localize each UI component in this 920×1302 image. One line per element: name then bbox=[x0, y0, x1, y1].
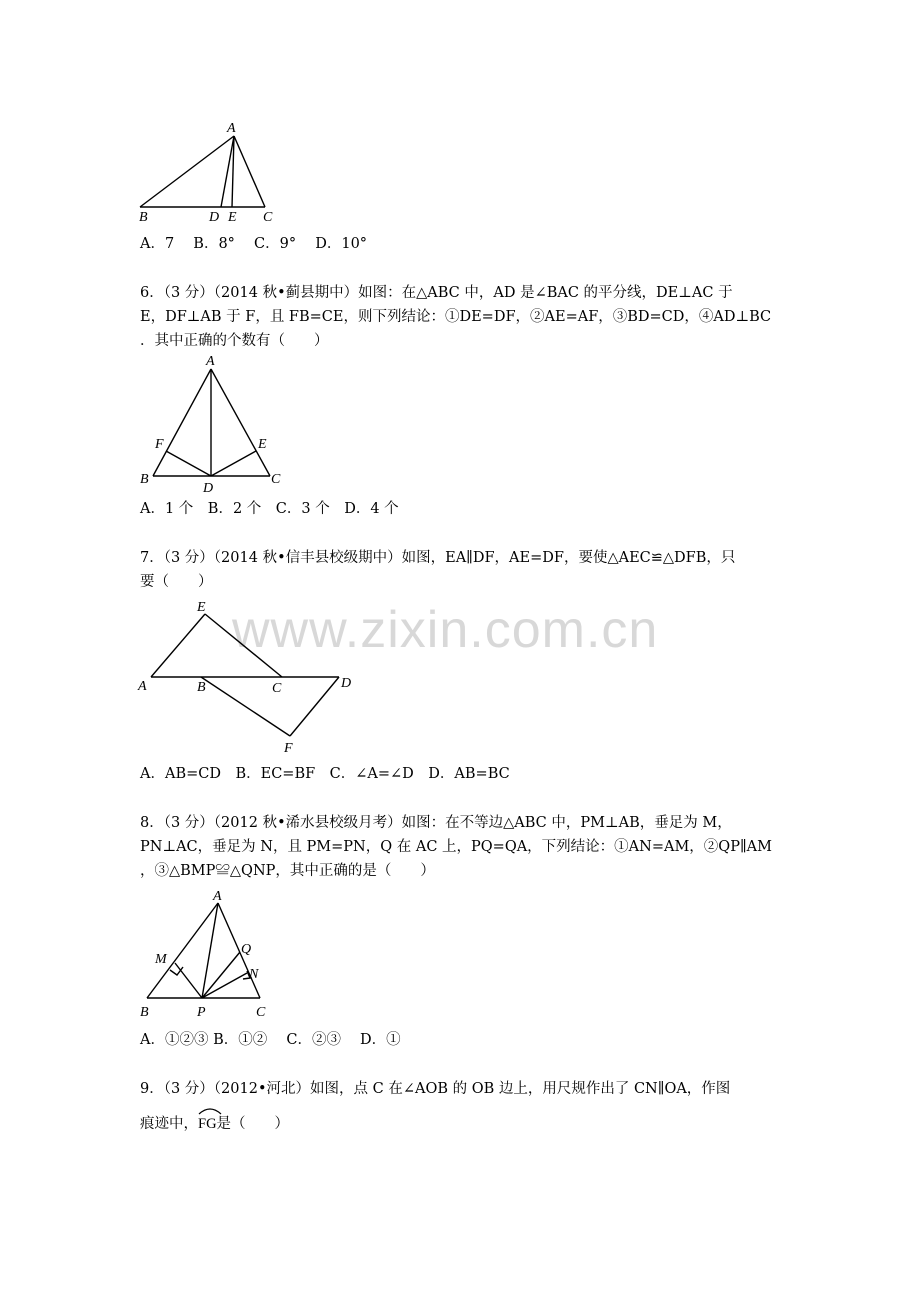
q5-label-B: B bbox=[139, 210, 148, 225]
q7-label-B: B bbox=[197, 680, 206, 695]
q5-triangle-figure bbox=[135, 118, 285, 226]
q6-label-D: D bbox=[203, 481, 214, 496]
q7-label-F: F bbox=[284, 741, 293, 756]
q7-text-line1: 7．（3 分）（2014 秋•信丰县校级期中）如图，EA∥DF，AE=DF，要使△AEC≌△DFB，只 bbox=[140, 550, 736, 566]
q8-label-N: N bbox=[249, 967, 259, 982]
q7-options: A．AB=CD B．EC=BF C．∠A=∠D D．AB=BC bbox=[140, 766, 510, 782]
q6-label-C: C bbox=[271, 472, 281, 487]
q7-label-D: D bbox=[341, 676, 352, 691]
q8-label-A: A bbox=[213, 889, 222, 904]
q8-label-C: C bbox=[256, 1005, 266, 1020]
q8-triangle-figure bbox=[135, 885, 285, 1023]
q5-label-A: A bbox=[227, 121, 236, 136]
q8-label-B: B bbox=[140, 1005, 149, 1020]
q9-arc-fg bbox=[198, 1112, 217, 1136]
q5-label-E: E bbox=[228, 210, 237, 225]
q5-label-D: D bbox=[209, 210, 220, 225]
q7-label-C: C bbox=[272, 681, 282, 696]
q8-text-line1: 8．（3 分）（2012 秋•浠水县校级月考）如图：在不等边△ABC 中，PM⊥AB，垂足为 M， bbox=[140, 815, 732, 831]
q8-label-M: M bbox=[155, 952, 167, 967]
q8-label-Q: Q bbox=[241, 942, 252, 957]
q6-options: A．1 个 B．2 个 C．3 个 D．4 个 bbox=[140, 501, 399, 517]
q9-arc-label: FG bbox=[198, 1116, 217, 1132]
q7-text-line2: 要（ ） bbox=[140, 574, 213, 590]
q9-text-suffix: 是（ ） bbox=[216, 1116, 290, 1132]
q9-text-prefix: 痕迹中， bbox=[140, 1116, 198, 1132]
q6-label-F: F bbox=[155, 437, 164, 452]
q6-text-line1: 6．（3 分）（2014 秋•蓟县期中）如图：在△ABC 中，AD 是∠BAC 的平分线，DE⊥AC 于 bbox=[140, 285, 733, 301]
q8-text-line2: PN⊥AC，垂足为 N，且 PM=PN，Q 在 AC 上，PQ=QA，下列结论：①AN=AM，②QP∥AM bbox=[140, 839, 772, 855]
q7-label-E: E bbox=[197, 600, 206, 615]
q8-label-P: P bbox=[197, 1005, 206, 1020]
q6-triangle-figure bbox=[135, 352, 295, 497]
q6-label-A: A bbox=[206, 354, 215, 369]
q8-text-line3: ，③△BMP≌△QNP，其中正确的是（ ） bbox=[140, 863, 435, 879]
q7-figure bbox=[135, 595, 365, 760]
q6-text-line3: ．其中正确的个数有（ ） bbox=[140, 333, 329, 349]
q6-text-line2: E，DF⊥AB 于 F，且 FB=CE，则下列结论：①DE=DF，②AE=AF，③BD=CD，④AD⊥BC bbox=[140, 309, 772, 325]
q5-options: A．7 B．8° C．9° D．10° bbox=[140, 236, 368, 252]
q6-label-E: E bbox=[258, 437, 267, 452]
q9-text-line2 bbox=[140, 1112, 289, 1136]
watermark: www.zixin.com.cn bbox=[232, 601, 659, 659]
q8-options: A．①②③ B．①② C．②③ D．① bbox=[140, 1032, 401, 1048]
q5-label-C: C bbox=[263, 210, 273, 225]
q7-label-A: A bbox=[138, 679, 147, 694]
q9-text-line1: 9．（3 分）（2012•河北）如图，点 C 在∠AOB 的 OB 边上，用尺规作出了 CN∥OA，作图 bbox=[140, 1081, 731, 1097]
q6-label-B: B bbox=[140, 472, 149, 487]
arc-symbol-icon bbox=[197, 1106, 223, 1115]
